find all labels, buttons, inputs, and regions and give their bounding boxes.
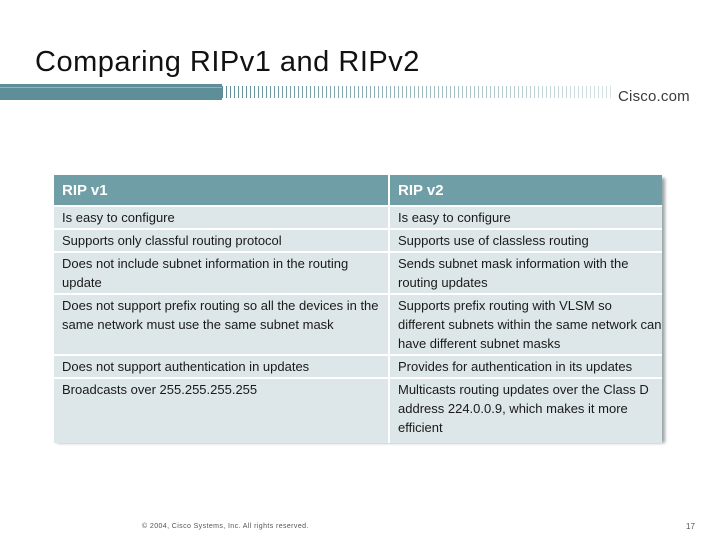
slide-title: Comparing RIPv1 and RIPv2 [35, 46, 420, 78]
table-row [54, 294, 662, 355]
table-row [54, 252, 662, 294]
table-cell-v2: Sends subnet mask information with the routing updates [389, 252, 662, 294]
header-band-solid [0, 84, 222, 100]
header-band [0, 84, 720, 100]
page-number: 17 [686, 522, 695, 531]
table-cell-v1: Supports only classful routing protocol [54, 229, 389, 252]
table-row [54, 229, 662, 252]
table-cell-v1: Does not include subnet information in the routing update [54, 252, 389, 294]
header-rip-v2: RIP v2 [389, 175, 662, 206]
table-cell-v1: Is easy to configure [54, 206, 389, 229]
table-cell-v2: Provides for authentication in its updates [389, 355, 662, 378]
table-row [54, 355, 662, 378]
table-cell-v1: Broadcasts over 255.255.255.255 [54, 378, 389, 443]
table-row [54, 378, 662, 443]
table-cell-v2: Multicasts routing updates over the Class D address 224.0.0.9, which makes it more efficient [389, 378, 662, 443]
table-cell-v2: Supports use of classless routing [389, 229, 662, 252]
header-band-stripes [222, 86, 612, 98]
header-rip-v1: RIP v1 [54, 175, 389, 206]
copyright-footer: © 2004, Cisco Systems, Inc. All rights reserved. [142, 523, 309, 530]
table-cell-v1: Does not support prefix routing so all the devices in the same network must use the same subnet mask [54, 294, 389, 355]
table-row [54, 206, 662, 229]
table-cell-v1: Does not support authentication in updates [54, 355, 389, 378]
cisco-logo: Cisco.com [618, 88, 690, 105]
comparison-table [54, 175, 662, 440]
table-header-row [54, 175, 662, 206]
table-cell-v2: Is easy to configure [389, 206, 662, 229]
comparison-table-grid [54, 175, 662, 443]
table-cell-v2: Supports prefix routing with VLSM so different subnets within the same network can have different subnet masks [389, 294, 662, 355]
